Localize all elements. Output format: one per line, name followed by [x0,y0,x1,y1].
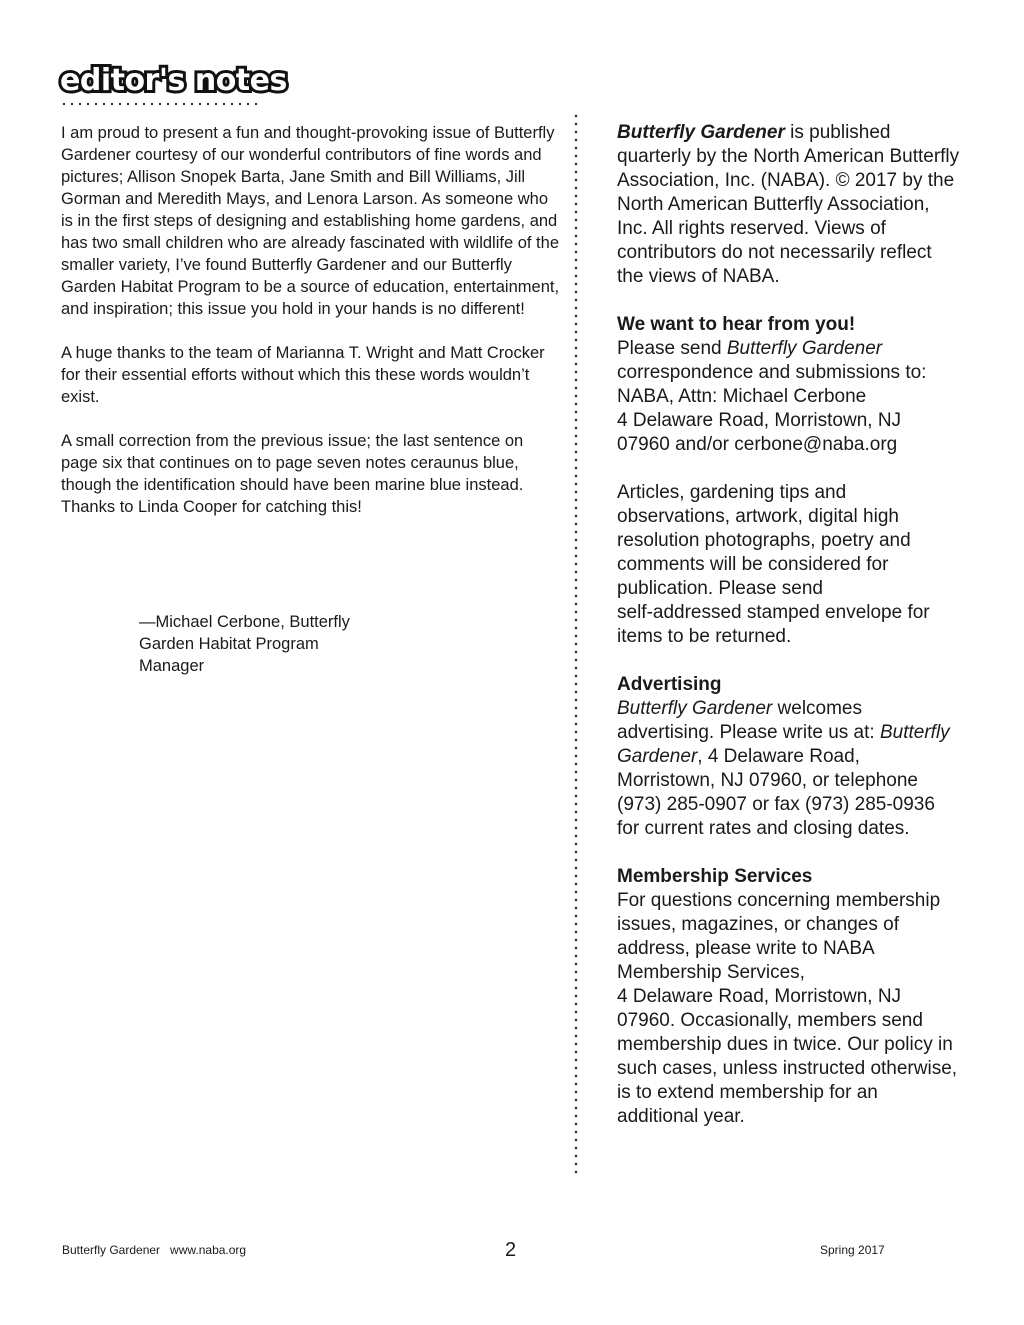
publication-statement [617,121,962,289]
magazine-name: Butterfly Gardener [726,338,883,359]
address-line-2: 07960 and/or cerbone@naba.org [617,434,898,455]
signature-line-1: —Michael Cerbone, Butterfly [139,613,350,631]
page-number: 2 [505,1239,517,1261]
editor-paragraph-1: I am proud to present a fun and thought-provoking issue of Butterfly Gardener courtesy of our wonderful contributors of fine words and pictures; Allison Snopek Barta, Jane Smith and Bill Williams, Jill Gorman and Meredith Mays, and Lenora Larson. As someone who is in the first steps of designing and establishing home gardens, and has two small children who are already fascinated with wildlife of the smaller variety, I’ve found Butterfly Gardener and our Butterfly Garden Habitat Program to be a source of education, entertainment, and inspiration; this issue you hold in your hands is no different! [61,124,560,318]
articles-text-2: self-addressed stamped envelope for items to be returned. [617,602,930,647]
magazine-name: Butterfly Gardener [617,122,785,143]
hear-from-you-section [617,313,962,457]
footer-left [62,1241,246,1259]
membership-text-2: 4 Delaware Road, Morristown, NJ 07960. Occasionally, members send membership dues in twice. Our policy in such cases, unless instructed otherwise, is to extend membership for an additional year. [617,986,958,1127]
footer-issue: Spring 2017 [820,1243,885,1257]
membership-section [617,865,962,1129]
hear-from-you-text-2: correspondence and submissions to: NABA, Attn: Michael Cerbone [617,362,927,407]
dotted-underline [60,102,260,106]
column-divider [574,112,578,1174]
hear-from-you-heading: We want to hear from you! [617,314,856,335]
section-header [60,64,287,98]
footer-magazine: Butterfly Gardener [62,1243,161,1257]
signature-line-3: Manager [139,657,205,675]
page-title: editor's notes [60,63,287,98]
articles-text-1: Articles, gardening tips and observations, artwork, digital high resolution photographs, poetry and comments will be considered for publication. Please send [617,482,911,599]
footer-website: www.naba.org [170,1243,247,1257]
signature-line-2: Garden Habitat Program [139,635,319,653]
hear-from-you-text-1: Please send [617,338,727,359]
publication-text: is published quarterly by the North American Butterfly Association, Inc. (NABA). © 2017 by the North American Butterfly Association, Inc. All rights reserved. Views of contributors do not necessarily reflect the views of NABA. [617,122,960,287]
articles-section [617,481,962,649]
advertising-heading: Advertising [617,674,722,695]
membership-heading: Membership Services [617,866,813,887]
advertising-section [617,673,962,841]
advertising-text-1: welcomes advertising. Please write us at: [617,698,880,743]
editor-signature [139,611,399,677]
magazine-name: Butterfly Gardener [617,722,950,767]
advertising-text-2: , 4 Delaware Road, Morristown, NJ 07960, or telephone (973) 285-0907 or fax (973) 285-0936 for current rates and closing dates. [617,746,935,839]
editor-paragraph-2: A huge thanks to the team of Marianna T. Wright and Matt Crocker for their essential efforts without which this these words wouldn’t exist. [61,344,545,406]
editor-paragraph-3: A small correction from the previous issue; the last sentence on page six that continues on to page seven notes ceraunus blue, though the identification should have been marine blue instead. Thanks to Linda Cooper for catching this! [61,432,524,516]
publication-info-column [617,121,962,1153]
editor-notes-column [61,122,561,540]
membership-text-1: For questions concerning membership issues, magazines, or changes of address, please write to NABA Membership Services, [617,890,941,983]
magazine-name: Butterfly Gardener [617,698,773,719]
address-line-1: 4 Delaware Road, Morristown, NJ [617,410,902,431]
